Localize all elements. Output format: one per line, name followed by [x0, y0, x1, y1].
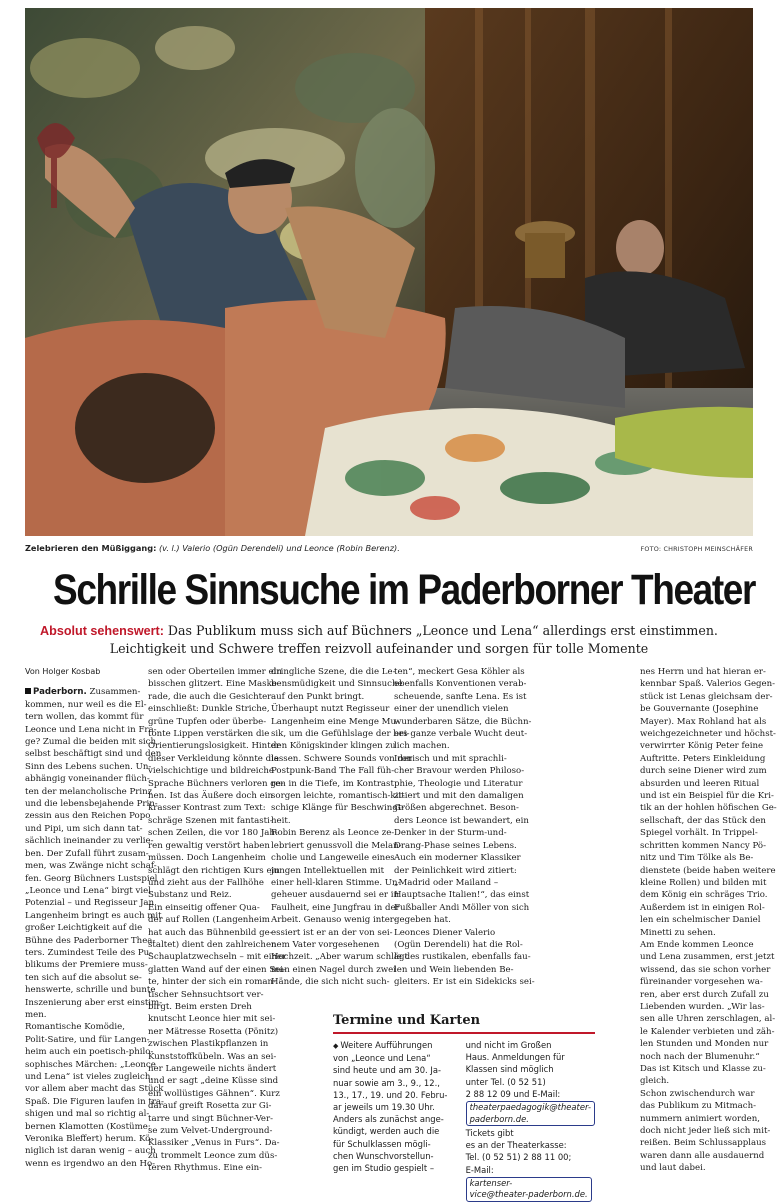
column-5-line: dienstete (beide haben weitere — [640, 865, 776, 876]
subhead-line-1 — [0, 622, 758, 640]
column-1-line: sophisches Märchen: „Leonce — [25, 1059, 156, 1070]
column-2-line: sen oder Oberteilen immer ein — [148, 667, 282, 677]
column-2-line: ren gewaltig verstört haben — [148, 840, 270, 851]
column-3-line: man einen Nagel durch zwei — [271, 964, 396, 975]
info-left-line: sind heute und am 30. Ja- — [333, 1065, 441, 1076]
column-3-line: sorgen leichte, romantisch-kit- — [271, 791, 405, 802]
column-3-line: auf den Punkt bringt. — [271, 691, 365, 702]
column-2-line: Klassiker „Venus in Furs“. Da- — [148, 1138, 280, 1149]
column-3-line: Hände, die sich nicht such- — [271, 977, 390, 988]
column-1-line: heim auch ein poetisch-philo- — [25, 1047, 154, 1058]
column-1-line: ten der melancholische Prinz — [25, 786, 153, 797]
column-1-line: ben. Der Zufall führt zusam- — [25, 848, 149, 859]
column-5-line: Spiegel vorhält. In Trippel- — [640, 828, 758, 839]
dateline-square-icon — [25, 688, 31, 694]
column-5-line: verwirrter König Peter feine — [640, 741, 764, 752]
column-4-line: Größen abgerechnet. Beson- — [394, 803, 519, 814]
column-1-line: „Leonce und Lena“ birgt viel — [25, 885, 151, 896]
column-5-line: nes Herrn und hat hieran er- — [640, 667, 766, 677]
column-3-line: Hochzeit. „Aber warum schlägt — [271, 952, 408, 963]
column-5-line: Schon zwischendurch war — [640, 1088, 755, 1099]
column-1-line: ters. Zumindest Teile des Pu- — [25, 947, 153, 958]
info-left-line: nuar sowie am 3., 9., 12., — [333, 1077, 440, 1088]
column-1-line: sächlich ineinander zu verlie- — [25, 836, 154, 847]
email-1-part-a: theaterpaedagogik@theater- — [469, 1102, 591, 1113]
column-3-line: heit. — [271, 815, 291, 826]
column-3-line: Robin Berenz als Leonce ze- — [271, 828, 395, 839]
column-5-line: waren dann alle ausdauernd — [640, 1150, 765, 1161]
column-1-text — [25, 686, 164, 1170]
column-2-line: einschließt: Dunkle Striche, — [148, 704, 270, 715]
column-5-line: nummern animiert worden, — [640, 1113, 761, 1124]
column-1-line: fen. Georg Büchners Lustspiel — [25, 873, 158, 884]
column-4-line: Drang-Phase seines Lebens. — [394, 840, 517, 851]
column-1-line: Spaß. Die Figuren laufen in tra- — [25, 1096, 164, 1107]
column-5-line: kennbar Spaß. Valerios Gegen- — [640, 679, 776, 690]
column-5-line: sellschaft, der das Stück den — [640, 815, 766, 826]
column-5-line: tik an der hohlen höfischen Ge- — [640, 803, 777, 814]
column-5-line: Minetti zu sehen. — [640, 927, 716, 938]
column-4-line: zitiert und mit den damaligen — [394, 791, 524, 802]
info-left-line: gen im Studio gespielt – — [333, 1163, 435, 1174]
column-5-line: be Gouvernante (Josephine — [640, 704, 759, 715]
column-3-line: jungen Intellektuellen mit — [271, 865, 385, 876]
column-1-line: Sinn des Lebens suchen. Un- — [25, 761, 152, 772]
column-5-line: Das ist Kitsch und Klasse zu- — [640, 1064, 766, 1074]
column-2-line: teren Rhythmus. Eine ein- — [148, 1163, 263, 1174]
column-4-line: ers ganze verbale Wucht deut- — [394, 729, 528, 740]
info-right-line: und nicht im Großen — [465, 1040, 552, 1050]
column-5-line: und Lena zusammen, erst jetzt — [640, 952, 775, 963]
column-1-line: und Pipi, um sich dann tat- — [25, 823, 143, 834]
column-4-line: ten“, meckert Gesa Köhler als — [394, 667, 525, 677]
email-2-part-b: vice@theater-paderborn.de. — [469, 1189, 588, 1200]
column-2-line: ner Langeweile nichts ändert — [148, 1064, 277, 1074]
article-column-1 — [25, 666, 164, 1170]
column-4-line: Leonces Diener Valerio — [394, 927, 496, 938]
column-1-line: Veronika Bleffert) herum. Kö- — [25, 1134, 154, 1145]
column-4-line: Fußballer Andi Möller von sich — [394, 902, 530, 913]
column-5-line: und ist ein Beispiel für die Kri- — [640, 791, 774, 802]
column-1-line: ge? Zumal die beiden mit sich — [25, 737, 157, 748]
email-2-part-a: kartenser- — [469, 1177, 513, 1188]
column-1-line: abhängig voneinander flüch- — [25, 774, 150, 785]
column-2-line: Schauplatzwechseln – mit einer — [148, 952, 287, 963]
info-right-line: Klassen sind möglich — [465, 1064, 554, 1075]
info-left-line: 13., 17., 19. und 20. Febru- — [333, 1089, 448, 1100]
column-1-line: zessin aus den Reichen Popo — [25, 811, 151, 822]
column-2-line: glatten Wand auf der einen Sei- — [148, 964, 286, 975]
column-2-line: Ein einseitig offener Qua- — [148, 902, 260, 913]
column-2-line: Orientierungslosigkeit. Hinter — [148, 741, 280, 752]
info-left-line: ar jeweils um 19.30 Uhr. — [333, 1102, 435, 1113]
column-1-line: Potenzial – und Regisseur Jan — [25, 898, 155, 909]
column-2-line: tonte Lippen verstärken die — [148, 729, 270, 740]
stage-photo — [25, 8, 753, 536]
column-2-line: rade, die auch die Gesichter — [148, 691, 272, 702]
column-5-line: noch nach der Blumenuhr.“ — [640, 1051, 760, 1062]
column-5-line: wissend, das sie schon vorher — [640, 964, 771, 975]
column-2-line: schen Zeilen, die vor 180 Jah- — [148, 828, 278, 839]
column-2-line: te, hinter der sich ein roman- — [148, 977, 276, 988]
column-1-line: bernen Klamotten (Kostüme: — [25, 1121, 151, 1132]
column-4-line: Hauptsache Italien!“, das einst — [394, 890, 530, 901]
info-right-line: Haus. Anmeldungen für — [465, 1052, 565, 1063]
column-4-line: phie, Theologie und Literatur — [394, 778, 523, 789]
info-box-title: Termine und Karten — [333, 1012, 595, 1034]
email-1-after: Tickets gibt — [465, 1128, 514, 1139]
column-4-line: wunderbaren Sätze, die Büchn- — [394, 716, 532, 727]
column-4-line: gegeben hat. — [394, 915, 451, 926]
column-5-line: füreinander vorgesehen wa- — [640, 977, 763, 988]
column-5-line: schritten kommen Nancy Pö- — [640, 840, 766, 851]
column-2-line: dieser Verkleidung könnte die — [148, 753, 279, 764]
column-1-line: niglich ist daran wenig – auch — [25, 1146, 156, 1157]
column-4-line: ders Leonce ist bewandert, ein — [394, 815, 529, 826]
article-column-4 — [394, 666, 535, 1006]
email-link-kartenservice[interactable] — [466, 1177, 592, 1202]
column-4-line: (Ogün Derendeli) hat die Rol- — [394, 939, 523, 950]
column-5-line: das Publikum zu Mitmach- — [640, 1101, 757, 1112]
column-1-line: und die lebensbejahende Prin- — [25, 799, 158, 810]
column-3-line: Langenheim eine Menge Mu- — [271, 716, 399, 727]
info-right-text-a — [466, 1039, 595, 1100]
column-2-line: knutscht Leonce hier mit sei- — [148, 1014, 276, 1025]
column-4-line: Denker in der Sturm-und- — [394, 828, 507, 839]
info-right-line: unter Tel. (0 52 51) — [465, 1076, 546, 1087]
column-5-line: dem König ein schräges Trio. — [640, 890, 768, 901]
subhead-line-2: Leichtigkeit und Schwere treffen reizvoll aufeinander und sorgen für tolle Momente — [109, 641, 649, 656]
caption-lead: Zelebrieren den Müßiggang: — [25, 543, 157, 553]
column-3-line: schige Klänge für Beschwingt- — [271, 803, 405, 814]
column-2-line: ein wollüstiges Gähnen“. Kurz — [148, 1088, 280, 1099]
column-4-line: len und Wein liebenden Be- — [394, 964, 514, 975]
column-2-line: bisschen glitzert. Eine Maske- — [148, 679, 280, 690]
column-5-line: gleich. — [640, 1076, 670, 1087]
diamond-bullet-icon: ◆ — [333, 1042, 339, 1050]
column-3-line: einer hell-klaren Stimme. Un- — [271, 877, 401, 888]
stage-photo-illustration — [25, 8, 753, 536]
column-2-line: se zum Velvet-Underground- — [148, 1126, 273, 1137]
column-5-line: nitz und Tim Tölke als Be- — [640, 853, 754, 864]
column-2-line: darauf greift Rosetta zur Gi- — [148, 1101, 272, 1112]
column-2-line: schlägt den richtigen Kurs ein — [148, 865, 280, 876]
info-left-line: von „Leonce und Lena“ — [333, 1053, 431, 1064]
info-box-tickets — [333, 1012, 595, 1200]
column-1-line: Leonce und Lena nicht in Fra- — [25, 724, 157, 735]
column-5-line: doch nicht jeder ließ sich mit- — [640, 1126, 771, 1137]
info-email-1 — [466, 1100, 595, 1139]
column-3-line: Faulheit, eine Jungfrau in der — [271, 902, 400, 913]
column-4-line: Auch ein moderner Klassiker — [394, 853, 521, 864]
column-1-line: blikums der Premiere muss- — [25, 960, 148, 971]
column-3-line: Arbeit. Genauso wenig inter- — [271, 915, 397, 926]
email-link-theaterpaedagogik[interactable] — [466, 1101, 595, 1126]
column-3-line: geheuer ausdauernd sei er in — [271, 890, 400, 901]
subhead-text-1: Das Publikum muss sich auf Büchners „Leonce und Lena“ allerdings erst einstimmen. — [163, 623, 718, 638]
column-4-line: „Madrid oder Mailand – — [394, 877, 499, 888]
column-5-line: weichgezeichneter und höchst- — [640, 729, 776, 740]
column-5-line: stück ist Lenas gleichsam der- — [640, 691, 773, 702]
column-2-line: und er sagt „deine Küsse sind — [148, 1076, 279, 1087]
column-2-line: und zieht aus der Fallhöhe — [148, 877, 264, 888]
column-5-line: durch seine Diener wird zum — [640, 766, 767, 777]
info-email-2 — [466, 1164, 595, 1203]
column-3-line: ren in die Tiefe, im Kontrast — [271, 778, 394, 789]
column-1-line: vor allem aber macht das Stück — [25, 1084, 164, 1095]
column-1-line: henswerte, schrille und bunte — [25, 985, 156, 996]
column-2-line: tischer Sehnsuchtsort ver- — [148, 989, 264, 1000]
headline: Schrille Sinnsuche im Paderborner Theater — [53, 566, 755, 614]
info-box-columns — [333, 1039, 595, 1203]
info-left-line: kündigt, werden auch die — [333, 1126, 440, 1137]
column-1-line: Polit-Satire, und für Langen- — [25, 1034, 150, 1045]
caption-names: (v. l.) Valerio (Ogün Derendeli) und Leonce (Robin Berenz). — [158, 543, 400, 553]
info-left-line: ◆ Weitere Aufführungen — [333, 1040, 433, 1050]
column-2-line: birgt. Beim ersten Dreh — [148, 1001, 252, 1012]
column-3-line: lebriert genussvoll die Melan- — [271, 840, 402, 851]
column-2-line: hen. Ist das Äußere doch ein — [148, 791, 273, 802]
column-3-line: dringliche Szene, die die Le- — [271, 667, 396, 677]
column-1-line: Bühne des Paderborner Thea- — [25, 935, 156, 946]
column-4-line: Ironisch und mit sprachli- — [394, 753, 507, 764]
dateline: Paderborn. — [33, 687, 87, 698]
column-2-line: ner Mätresse Rosetta (Pönitz) — [148, 1026, 279, 1037]
column-2-line: zwischen Plastikpflanzen in — [148, 1039, 269, 1050]
column-1-first-words: Zusammen- — [86, 687, 141, 698]
info-right-line: Tel. (0 52 51) 2 88 11 00; — [465, 1152, 572, 1163]
column-3-line: Postpunk-Band The Fall füh- — [271, 766, 395, 777]
column-3-line: cholie und Langeweile eines — [271, 853, 395, 864]
column-4-line: ebenfalls Konventionen verab- — [394, 679, 527, 690]
column-2-line: krasser Kontrast zum Text: — [148, 803, 266, 814]
info-left-line: chen Wunschvorstellun- — [333, 1150, 434, 1161]
column-1-line: men, was Zwänge nicht schaf- — [25, 861, 157, 872]
column-1-line: Langenheim bringt es auch mit — [25, 910, 162, 921]
column-2-line: Substanz und Reiz. — [148, 890, 232, 901]
info-right-line: es an der Theaterkasse: — [465, 1140, 567, 1151]
column-2-line: der auf Rollen (Langenheim — [148, 915, 270, 926]
column-5-line: reißen. Beim Schlussapplaus — [640, 1138, 767, 1149]
column-2-line: grüne Tupfen oder überbe- — [148, 716, 267, 727]
column-5-line: len Stunden und Monden nur — [640, 1039, 769, 1050]
column-3-line: nem Vater vorgesehenen — [271, 939, 380, 950]
column-2-line: Kunststoffkübeln. Was an sei- — [148, 1051, 277, 1062]
column-5-line: Auftritte. Peters Einkleidung — [640, 753, 766, 764]
column-5-line: Mayer). Max Rohland hat als — [640, 716, 767, 727]
column-1-line: kommen, nur weil es die El- — [25, 699, 147, 710]
column-2-line: tarre und singt Büchner-Ver- — [148, 1113, 274, 1124]
article-column-5 — [640, 666, 777, 1175]
info-right-line: 2 88 12 09 und E-Mail: — [465, 1088, 561, 1099]
column-1-line: shigen und mal so richtig al- — [25, 1109, 150, 1120]
column-3-line: sik, um die Gefühlslage der bei- — [271, 729, 410, 740]
column-2-line: vielschichtige und bildreiche — [148, 766, 274, 777]
column-5-line: kleine Rollen) und bilden mit — [640, 877, 767, 888]
column-5-line: absurden und leeren Ritual — [640, 778, 760, 789]
info-box-right — [466, 1039, 595, 1203]
subheadline — [0, 622, 758, 658]
email-1-part-b: paderborn.de. — [469, 1113, 529, 1124]
column-1-line: großer Leichtigkeit auf die — [25, 923, 143, 934]
column-5-line: ren, aber erst durch Zufall zu — [640, 989, 769, 1000]
column-5-line: Liebenden wurden. „Wir las- — [640, 1001, 765, 1012]
column-1-line: wenn es irgendwo an den Ho- — [25, 1158, 156, 1169]
column-1-line: Romantische Komödie, — [25, 1022, 125, 1033]
column-5-line: len ein schelmischer Daniel — [640, 915, 761, 926]
column-1-line: selbst beschäftigt sind und den — [25, 749, 162, 760]
column-2-line: zu trommelt Leonce zum düs- — [148, 1150, 278, 1161]
email-2-prefix: E-Mail: — [465, 1164, 494, 1175]
column-5-line: sen alle Uhren zerschlagen, al- — [640, 1014, 776, 1025]
column-4-line: lich machen. — [394, 741, 450, 752]
column-4-line: der Peinlichkeit wird zitiert: — [394, 865, 517, 876]
column-1-line: Inszenierung aber erst einstim- — [25, 997, 163, 1008]
column-2-line: hat auch das Bühnenbild ge- — [148, 927, 273, 938]
info-left-line: für Schulklassen mögli- — [333, 1138, 431, 1149]
info-box-left — [333, 1039, 458, 1203]
column-2-line: staltet) dient den zahlreichen — [148, 939, 277, 950]
column-2-line: Sprache Büchners verloren ge- — [148, 778, 284, 789]
column-4-line: scheuende, sanfte Lena. Es ist — [394, 691, 527, 702]
subhead-kicker: Absolut sehenswert: — [40, 624, 164, 638]
column-1-line: und Lena“ ist vieles zugleich, — [25, 1072, 154, 1082]
column-2-line: schräge Szenen mit fantasti- — [148, 815, 273, 826]
column-5-line: le Kalender verbieten und zäh- — [640, 1026, 775, 1037]
byline: Von Holger Kosbab — [25, 667, 101, 676]
column-4-line: cher Bravour werden Philoso- — [394, 766, 525, 777]
column-4-line: le des rustikalen, ebenfalls fau- — [394, 952, 531, 963]
column-1-line: men. — [25, 1009, 47, 1020]
column-3-line: den Königskinder klingen zu — [271, 741, 396, 752]
photo-caption — [25, 543, 605, 554]
column-5-line: Am Ende kommen Leonce — [640, 939, 754, 950]
column-1-line — [25, 686, 143, 698]
info-left-line: Anders als zunächst ange- — [333, 1114, 444, 1125]
column-3-line: essiert ist er an der von sei- — [271, 927, 393, 938]
column-1-line: tern wollen, das kommt für — [25, 712, 144, 723]
column-2-line: müssen. Doch Langenheim — [148, 853, 266, 864]
column-5-line: und laut dabei. — [640, 1163, 706, 1174]
column-4-line: gleiters. Er ist ein Sidekicks sei- — [394, 977, 535, 988]
column-3-line: lassen. Schwere Sounds von der — [271, 753, 413, 764]
photo-credit: FOTO: CHRISTOPH MEINSCHÄFER — [640, 545, 753, 553]
info-right-text-b — [466, 1139, 595, 1163]
column-3-line: Überhaupt nutzt Regisseur — [271, 704, 390, 715]
column-3-line: bensmüdigkeit und Sinnsuche — [271, 679, 403, 690]
column-5-line: Außerdem ist in einigen Rol- — [640, 902, 765, 913]
article-column-3 — [271, 666, 413, 989]
column-4-line: einer der unendlich vielen — [394, 704, 509, 715]
column-1-line: ten sich auf die absolut se- — [25, 972, 142, 983]
